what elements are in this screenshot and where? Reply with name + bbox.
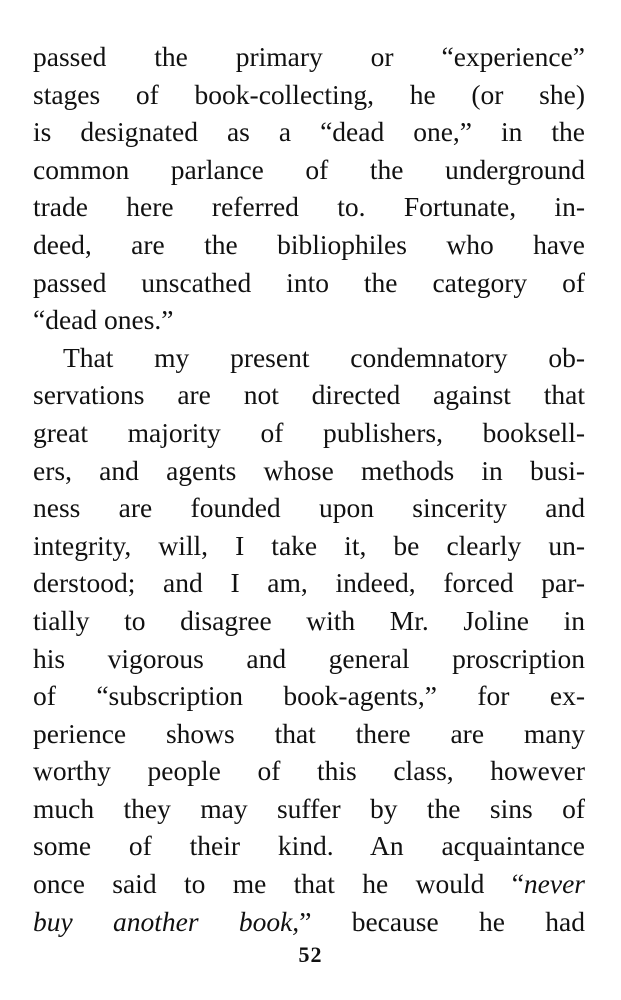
text-line: derstood; and I am, indeed, forced par- — [33, 567, 585, 599]
text-line: integrity, will, I take it, be clearly un- — [33, 529, 585, 561]
text-line — [33, 903, 585, 941]
text-line: great majority of publishers, booksell- — [33, 416, 585, 448]
text-line: trade here referred to. Fortunate, in- — [33, 191, 585, 223]
text-line: passed the primary or “experience” — [33, 41, 585, 72]
text-line: “dead ones.” — [33, 304, 174, 336]
text-line: stages of book-collecting, he (or she) — [33, 78, 585, 110]
text-line: deed, are the bibliophiles who have — [33, 228, 585, 260]
text-line: much they may suffer by the sins of — [33, 792, 585, 824]
text-line: his vigorous and general proscription — [33, 642, 585, 674]
text-line: worthy people of this class, however — [33, 755, 585, 787]
text-line: perience shows that there are many — [33, 717, 585, 749]
text-line: passed unscathed into the category of — [33, 266, 585, 298]
text-line: tially to disagree with Mr. Joline in — [33, 604, 585, 636]
italic-text: never — [523, 868, 585, 900]
page-number: 52 — [298, 942, 323, 967]
text-line — [33, 865, 585, 903]
text-line: ness are founded upon sincerity and — [33, 492, 585, 524]
text-line: of “subscription book-agents,” for ex- — [33, 680, 585, 712]
paragraph-1 — [33, 38, 585, 339]
text-line: servations are not directed against that — [33, 379, 585, 411]
text-line: That my present condemnatory ob- — [63, 341, 585, 373]
italic-text: buy another book, — [33, 905, 300, 937]
text-line: common parlance of the underground — [33, 153, 585, 185]
text-run: once said to me that he would “ — [33, 868, 524, 900]
page-text — [33, 38, 585, 940]
text-line: some of their kind. An acquaintance — [33, 830, 585, 862]
text-line: ers, and agents whose methods in busi- — [33, 454, 585, 486]
text-line: is designated as a “dead one,” in the — [33, 116, 585, 148]
paragraph-2 — [33, 339, 585, 941]
text-run: ” because he had — [299, 905, 585, 937]
